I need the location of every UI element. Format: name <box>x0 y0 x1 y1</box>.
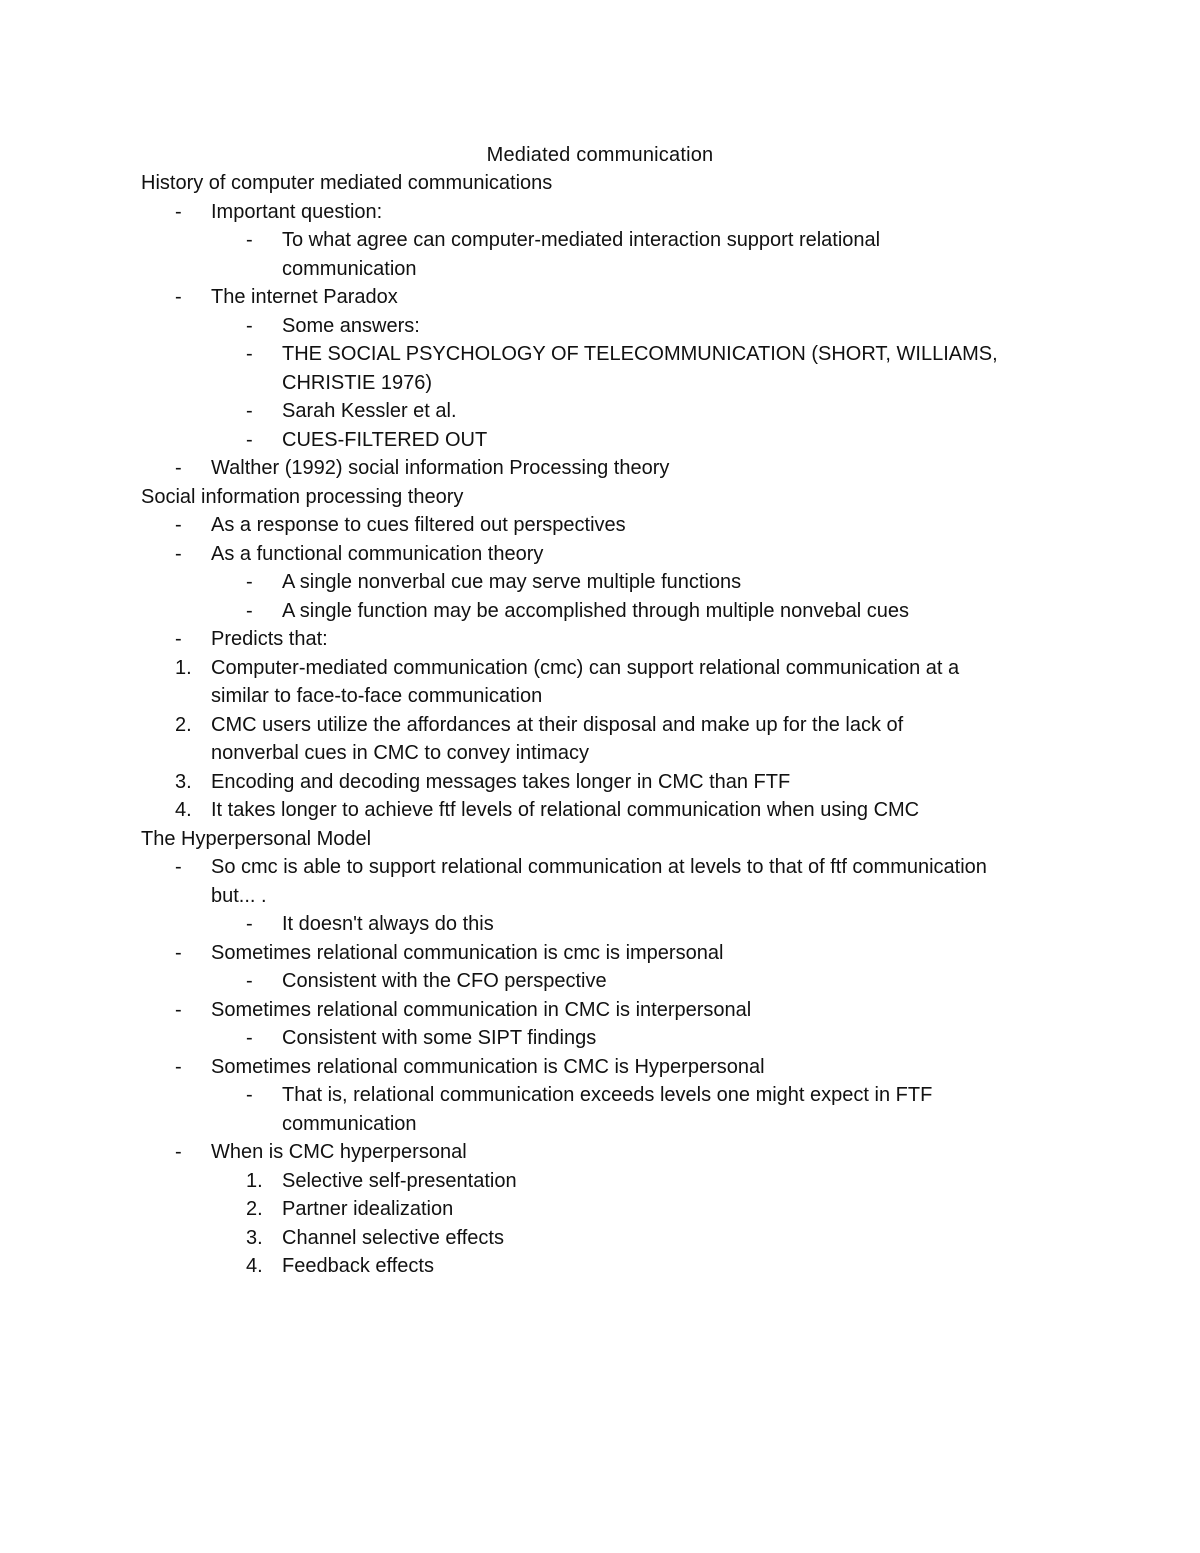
list-bullet: - <box>175 628 182 650</box>
document-body <box>0 169 1200 1281</box>
list-item <box>0 1053 1200 1082</box>
section-heading-text: The Hyperpersonal Model <box>141 827 372 850</box>
list-item-text: As a response to cues filtered out perspectives <box>211 514 626 536</box>
list-item <box>0 1024 1200 1053</box>
list-item <box>0 568 1200 597</box>
list-bullet: - <box>175 200 182 223</box>
list-item-text: Computer-mediated communication (cmc) can support relational communication at a <box>211 656 960 679</box>
list-item <box>0 1081 1200 1110</box>
list-item <box>0 739 1200 768</box>
list-item-text: That is, relational communication exceeds levels one might expect in FTF <box>282 1084 933 1106</box>
list-bullet: - <box>246 428 253 451</box>
list-item <box>0 939 1200 968</box>
list-item <box>0 454 1200 483</box>
list-item <box>0 910 1200 939</box>
list-item-text: nonverbal cues in CMC to convey intimacy <box>211 742 589 764</box>
list-item-text: Feedback effects <box>282 1255 434 1277</box>
list-item <box>0 283 1200 312</box>
list-bullet: - <box>246 970 253 992</box>
list-bullet: - <box>246 314 253 337</box>
list-bullet: - <box>175 457 182 479</box>
section-heading <box>0 483 1200 512</box>
list-item <box>0 226 1200 255</box>
list-bullet: - <box>175 286 182 308</box>
list-item-text: Sometimes relational communication in CMC is interpersonal <box>211 998 752 1021</box>
list-number: 3. <box>246 1226 263 1249</box>
list-item <box>0 1110 1200 1139</box>
list-item <box>0 796 1200 825</box>
list-item-text: Important question: <box>211 200 383 223</box>
list-bullet: - <box>175 542 182 565</box>
list-item-text: Sometimes relational communication is cmc is impersonal <box>211 941 724 964</box>
list-bullet: - <box>175 998 182 1021</box>
list-number: 1. <box>175 656 192 679</box>
list-item <box>0 1224 1200 1253</box>
list-item <box>0 255 1200 284</box>
list-item-text: Some answers: <box>282 314 420 337</box>
list-bullet: - <box>246 229 253 251</box>
list-bullet: - <box>246 913 253 935</box>
list-bullet: - <box>246 571 253 593</box>
list-item-text: When is CMC hyperpersonal <box>211 1141 467 1163</box>
list-item <box>0 597 1200 626</box>
list-bullet: - <box>175 1055 182 1078</box>
list-item-text: Sometimes relational communication is CMC is Hyperpersonal <box>211 1055 765 1078</box>
list-item-text: Consistent with the CFO perspective <box>282 970 607 992</box>
list-number: 2. <box>246 1198 263 1220</box>
list-item-text: communication <box>282 257 417 280</box>
list-item <box>0 1252 1200 1281</box>
list-number: 1. <box>246 1169 263 1192</box>
list-item <box>0 996 1200 1025</box>
list-item <box>0 426 1200 455</box>
section-heading <box>0 169 1200 198</box>
list-item <box>0 511 1200 540</box>
list-bullet: - <box>246 1084 253 1106</box>
list-bullet: - <box>246 400 253 422</box>
list-item <box>0 654 1200 683</box>
document-title: Mediated communication <box>486 144 714 166</box>
section-heading <box>0 825 1200 854</box>
list-item-text: CUES-FILTERED OUT <box>282 428 488 451</box>
list-item <box>0 340 1200 369</box>
list-item <box>0 882 1200 911</box>
list-item-text: similar to face-to-face communication <box>211 685 543 707</box>
list-item-text: THE SOCIAL PSYCHOLOGY OF TELECOMMUNICATION (SHORT, WILLIAMS, <box>282 343 998 365</box>
list-bullet: - <box>246 343 253 365</box>
list-item <box>0 768 1200 797</box>
list-item <box>0 625 1200 654</box>
list-item <box>0 198 1200 227</box>
list-bullet: - <box>246 1027 253 1049</box>
list-item <box>0 1138 1200 1167</box>
list-item-text: but... . <box>211 884 267 907</box>
list-item-text: CMC users utilize the affordances at their disposal and make up for the lack of <box>211 713 904 736</box>
list-item <box>0 711 1200 740</box>
list-item <box>0 682 1200 711</box>
list-item <box>0 312 1200 341</box>
list-item-text: So cmc is able to support relational communication at levels to that of ftf communication <box>211 856 987 878</box>
list-item-text: It doesn't always do this <box>282 913 494 935</box>
list-item-text: Predicts that: <box>211 628 328 650</box>
list-bullet: - <box>175 856 182 878</box>
list-bullet: - <box>175 941 182 964</box>
list-item <box>0 853 1200 882</box>
list-item-text: communication <box>282 1112 417 1135</box>
list-number: 2. <box>175 713 192 736</box>
list-item-text: The internet Paradox <box>211 286 398 308</box>
list-item-text: A single function may be accomplished through multiple nonvebal cues <box>282 599 910 622</box>
list-item-text: Channel selective effects <box>282 1226 504 1249</box>
list-bullet: - <box>175 1141 182 1163</box>
list-number: 4. <box>246 1255 263 1277</box>
list-bullet: - <box>246 599 253 622</box>
list-item-text: To what agree can computer-mediated interaction support relational <box>282 229 881 251</box>
list-item-text: Consistent with some SIPT findings <box>282 1027 597 1049</box>
list-item <box>0 540 1200 569</box>
list-item <box>0 967 1200 996</box>
list-item <box>0 397 1200 426</box>
list-item <box>0 1195 1200 1224</box>
list-item-text: CHRISTIE 1976) <box>282 371 433 394</box>
list-bullet: - <box>175 514 182 536</box>
list-item-text: Selective self-presentation <box>282 1169 517 1192</box>
list-item-text: It takes longer to achieve ftf levels of relational communication when using CMC <box>211 799 920 821</box>
section-heading-text: History of computer mediated communications <box>141 172 553 194</box>
list-item <box>0 369 1200 398</box>
list-item-text: Sarah Kessler et al. <box>282 400 457 422</box>
section-heading-text: Social information processing theory <box>141 485 464 508</box>
list-item-text: As a functional communication theory <box>211 542 544 565</box>
list-number: 3. <box>175 770 192 793</box>
list-number: 4. <box>175 799 192 821</box>
list-item-text: A single nonverbal cue may serve multiple functions <box>282 571 742 593</box>
list-item-text: Encoding and decoding messages takes longer in CMC than FTF <box>211 770 791 793</box>
list-item-text: Walther (1992) social information Processing theory <box>211 457 670 479</box>
list-item <box>0 1167 1200 1196</box>
list-item-text: Partner idealization <box>282 1198 454 1220</box>
